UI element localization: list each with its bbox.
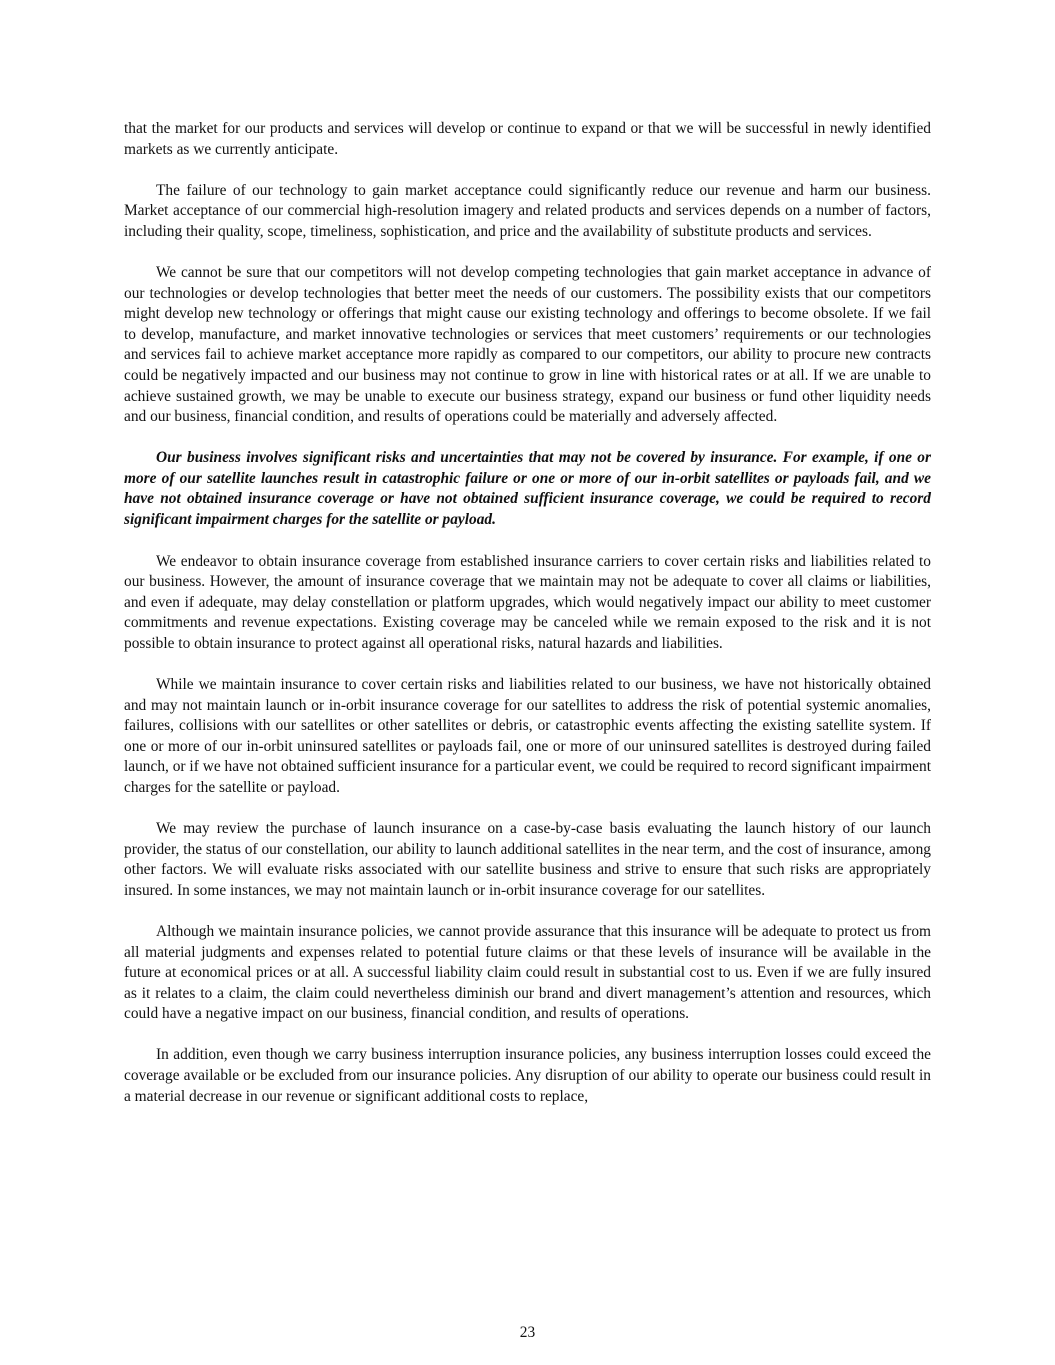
paragraph-launch-insurance: While we maintain insurance to cover certain risks and liabilities related to our business, we have not historically obtained and may not maintain launch or in-orbit insurance coverage for our satellites to address the risk of potential systemic anomalies, failures, collisions with our satellites or other satellites or debris, or catastrophic events affecting the existing satellite system. If one or more of our in-orbit uninsured satellites or payloads fail, one or more of our uninsured satellites is destroyed during failed launch, or if we have not obtained sufficient insurance for a particular event, we could be required to record significant impairment charges for the satellite or payload.	[124, 676, 931, 797]
paragraph-review-purchase: We may review the purchase of launch insurance on a case-by-case basis evaluating the launch history of our launch provider, the status of our constellation, our ability to launch additional satellites in the near term, and the cost of insurance, among other factors. We will evaluate risks associated with our satellite business and strive to ensure that such risks are appropriately insured. In some instances, we may not maintain launch or in-orbit insurance coverage for our satellites.	[124, 820, 931, 899]
page-number: 23	[519, 1324, 536, 1341]
paragraph-market-acceptance: The failure of our technology to gain market acceptance could significantly reduce our revenue and harm our business. Market acceptance of our commercial high-resolution imagery and related products and services depends on a number of factors, including their quality, scope, timeliness, sophistication, and price and the availability of substitute products and services.	[124, 181, 931, 240]
paragraph-insurance-coverage: We endeavor to obtain insurance coverage from established insurance carriers to cover certain risks and liabilities related to our business. However, the amount of insurance coverage that we maintain may not be adequate to cover all claims or liabilities, and even if adequate, may delay constellation or platform upgrades, which would negatively impact our ability to meet customer commitments and revenue expectations. Existing coverage may be canceled while we remain exposed to the risk and it is not possible to obtain insurance to protect against all operational risks, natural hazards and liabilities.	[124, 552, 931, 652]
paragraph-competitors: We cannot be sure that our competitors will not develop competing technologies that gain market acceptance in advance of our technologies or develop technologies that better meet the needs of our customers. The possibility exists that our competitors might develop new technology or offerings that might cause our existing technology and offerings to become obsolete. If we fail to develop, manufacture, and market innovative technologies or services that meet customers’ requirements or our technologies and services fail to achieve market acceptance more rapidly as compared to our competitors, our ability to procure new contracts could be negatively impacted and our business may not continue to grow in line with historical rates or at all. If we are unable to achieve sustained growth, we may be unable to execute our business strategy, expand our business or fund other liquidity needs and our business, financial condition, and results of operations could be materially and adversely affected.	[124, 263, 931, 426]
paragraph-business-interruption: In addition, even though we carry business interruption insurance policies, any business interruption losses could exceed the coverage available or be excluded from our insurance policies. Any disruption of our ability to operate our business could result in a material decrease in our revenue or significant additional costs to replace,	[124, 1046, 931, 1105]
paragraph-continuation: that the market for our products and services will develop or continue to expand or that we will be successful in newly identified markets as we currently anticipate.	[124, 120, 931, 158]
document-body	[124, 119, 931, 1128]
risk-factor-heading: Our business involves significant risks and uncertainties that may not be covered by insurance. For example, if one or more of our satellite launches result in catastrophic failure or one or more of our in-orbit satellites or payloads fail, and we have not obtained insurance coverage or have not obtained sufficient insurance coverage, we could be required to record significant impairment charges for the satellite or payload.	[124, 449, 931, 528]
paragraph-insurance-policies: Although we maintain insurance policies, we cannot provide assurance that this insurance will be adequate to protect us from all material judgments and expenses related to potential future claims or that these levels of insurance will be available in the future at economical prices or at all. A successful liability claim could result in substantial cost to us. Even if we are fully insured as it relates to a claim, the claim could nevertheless diminish our brand and divert management’s attention and resources, which could have a negative impact on our business, financial condition, and results of operations.	[124, 923, 931, 1023]
